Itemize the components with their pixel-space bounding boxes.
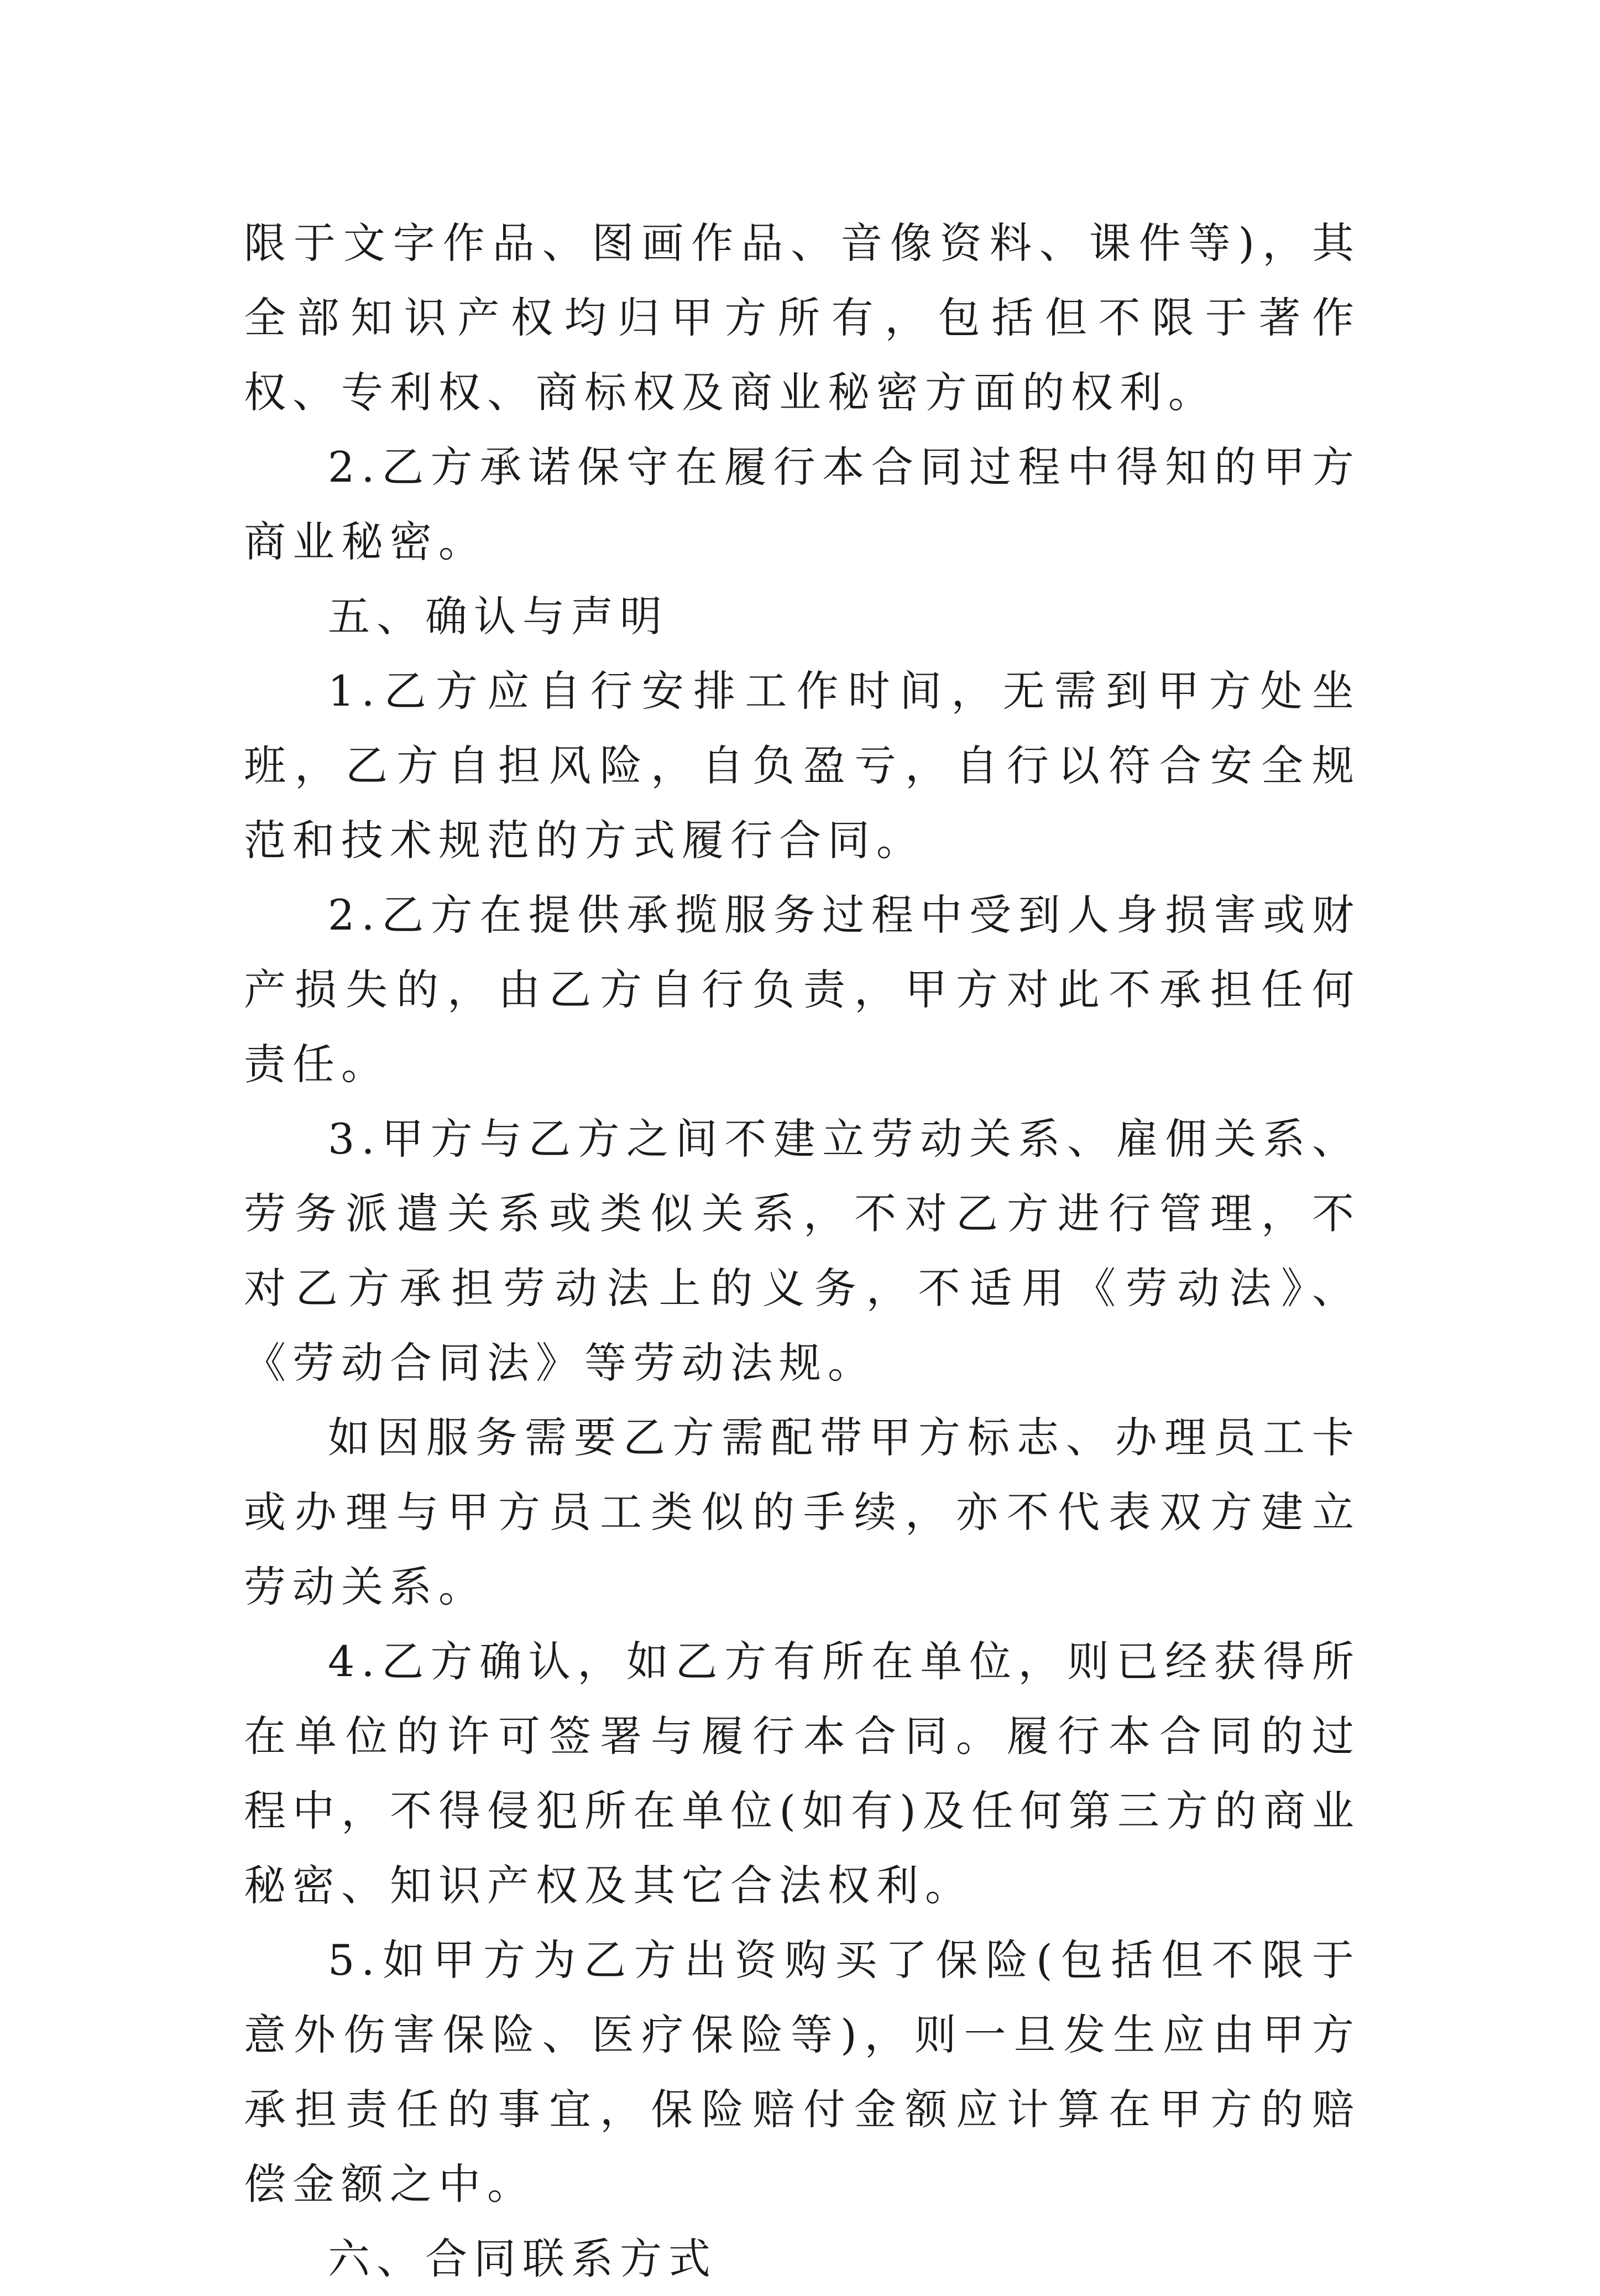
paragraph-insurance: 5.如甲方为乙方出资购买了保险(包括但不限于意外伤害保险、医疗保险等)，则一旦发生应由甲方承担责任的事宜，保险赔付金额应计算在甲方的赔偿金额之中。 <box>244 1935 1361 2209</box>
paragraph-confidentiality: 2.乙方承诺保守在履行本合同过程中得知的甲方商业秘密。 <box>244 442 1361 566</box>
section-heading-confirmation: 五、确认与声明 <box>328 592 668 641</box>
document-body <box>244 206 1361 2296</box>
paragraph-employer-permission: 4.乙方确认，如乙方有所在单位，则已经获得所在单位的许可签署与履行本合同。履行本合同的过程中，不得侵犯所在单位(如有)及任何第三方的商业秘密、知识产权及其它合法权利。 <box>244 1637 1361 1910</box>
paragraph-ip-ownership-continued: 限于文字作品、图画作品、音像资料、课件等)，其全部知识产权均归甲方所有，包括但不限于著作权、专利权、商标权及商业秘密方面的权利。 <box>244 218 1361 417</box>
paragraph-badge-procedures: 如因服务需要乙方需配带甲方标志、办理员工卡或办理与甲方员工类似的手续，亦不代表双方建立劳动关系。 <box>244 1413 1361 1611</box>
paragraph-work-arrangement: 1.乙方应自行安排工作时间，无需到甲方处坐班，乙方自担风险，自负盈亏，自行以符合安全规范和技术规范的方式履行合同。 <box>244 666 1361 865</box>
paragraph-no-labor-relation: 3.甲方与乙方之间不建立劳动关系、雇佣关系、劳务派遣关系或类似关系，不对乙方进行管理，不对乙方承担劳动法上的义务，不适用《劳动法》、《劳动合同法》等劳动法规。 <box>244 1114 1361 1387</box>
paragraph-liability: 2.乙方在提供承揽服务过程中受到人身损害或财产损失的，由乙方自行负责，甲方对此不承担任何责任。 <box>244 890 1361 1089</box>
section-heading-contact: 六、合同联系方式 <box>328 2234 717 2283</box>
